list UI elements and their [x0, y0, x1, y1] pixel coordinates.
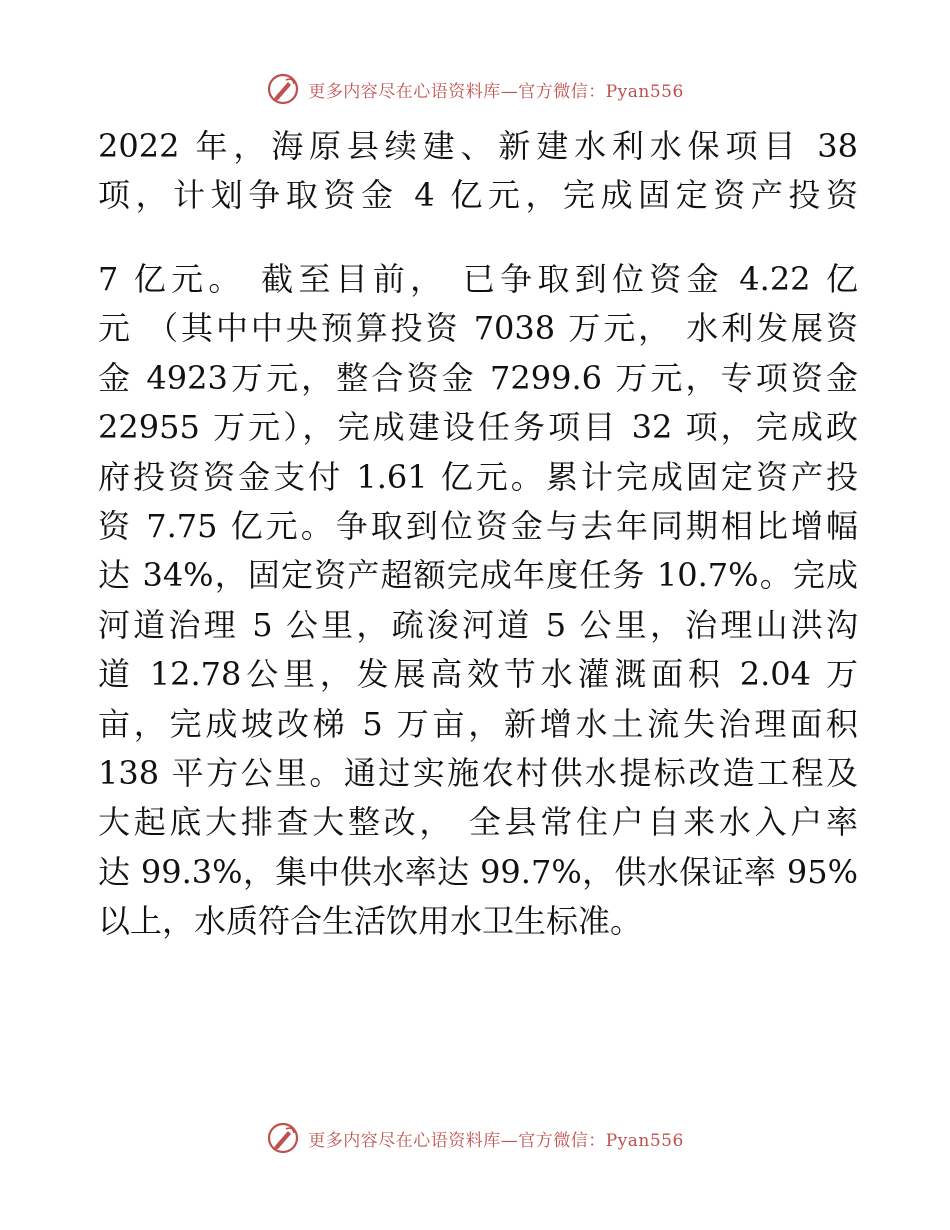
- pen-logo-icon: [266, 72, 300, 106]
- paragraph-line: 达 34%，固定资产超额完成年度任务 10.7%。完成: [98, 556, 858, 595]
- paragraph-line: 亩，完成坡改梯 5 万亩，新增水土流失治理面积: [98, 704, 858, 743]
- watermark-header: [0, 72, 950, 106]
- paragraph-line: 22955 万元），完成建设任务项目 32 项，完成政: [98, 408, 858, 447]
- paragraph-line: 项，计划争取资金 4 亿元，完成固定资产投资: [98, 176, 858, 215]
- paragraph-2: [98, 255, 858, 946]
- paragraph-line: 河道治理 5 公里，疏浚河道 5 公里，治理山洪沟: [98, 605, 858, 644]
- paragraph-line: 7 亿元。 截至目前， 已争取到位资金 4.22 亿: [98, 260, 858, 298]
- paragraph-line: 2022 年，海原县续建、新建水利水保项目 38: [98, 127, 858, 165]
- paragraph-line: 府投资资金支付 1.61 亿元。累计完成固定资产投: [98, 457, 858, 496]
- paragraph-line: 金 4923万元，整合资金 7299.6 万元，专项资金: [98, 358, 858, 397]
- watermark-text: 更多内容尽在心语资料库—官方微信：Pyan556: [308, 81, 684, 102]
- paragraph-1: [98, 122, 858, 221]
- paragraph-line: 138 平方公里。通过实施农村供水提标改造工程及: [98, 753, 858, 792]
- pen-logo-icon: [266, 1121, 300, 1155]
- paragraph-line: 元 （其中中央预算投资 7038 万元， 水利发展资: [98, 309, 858, 348]
- watermark-footer: [0, 1121, 950, 1155]
- watermark-text: 更多内容尽在心语资料库—官方微信：Pyan556: [308, 1130, 684, 1151]
- paragraph-line: 大起底大排查大整改， 全县常住户自来水入户率: [98, 803, 858, 842]
- paragraph-line: 道 12.78公里，发展高效节水灌溉面积 2.04 万: [98, 655, 858, 694]
- paragraph-line: 以上，水质符合生活饮用水卫生标准。: [98, 902, 643, 941]
- paragraph-line: 资 7.75 亿元。争取到位资金与去年同期相比增幅: [98, 506, 858, 545]
- paragraph-line: 达 99.3%，集中供水率达 99.7%，供水保证率 95%: [98, 852, 858, 891]
